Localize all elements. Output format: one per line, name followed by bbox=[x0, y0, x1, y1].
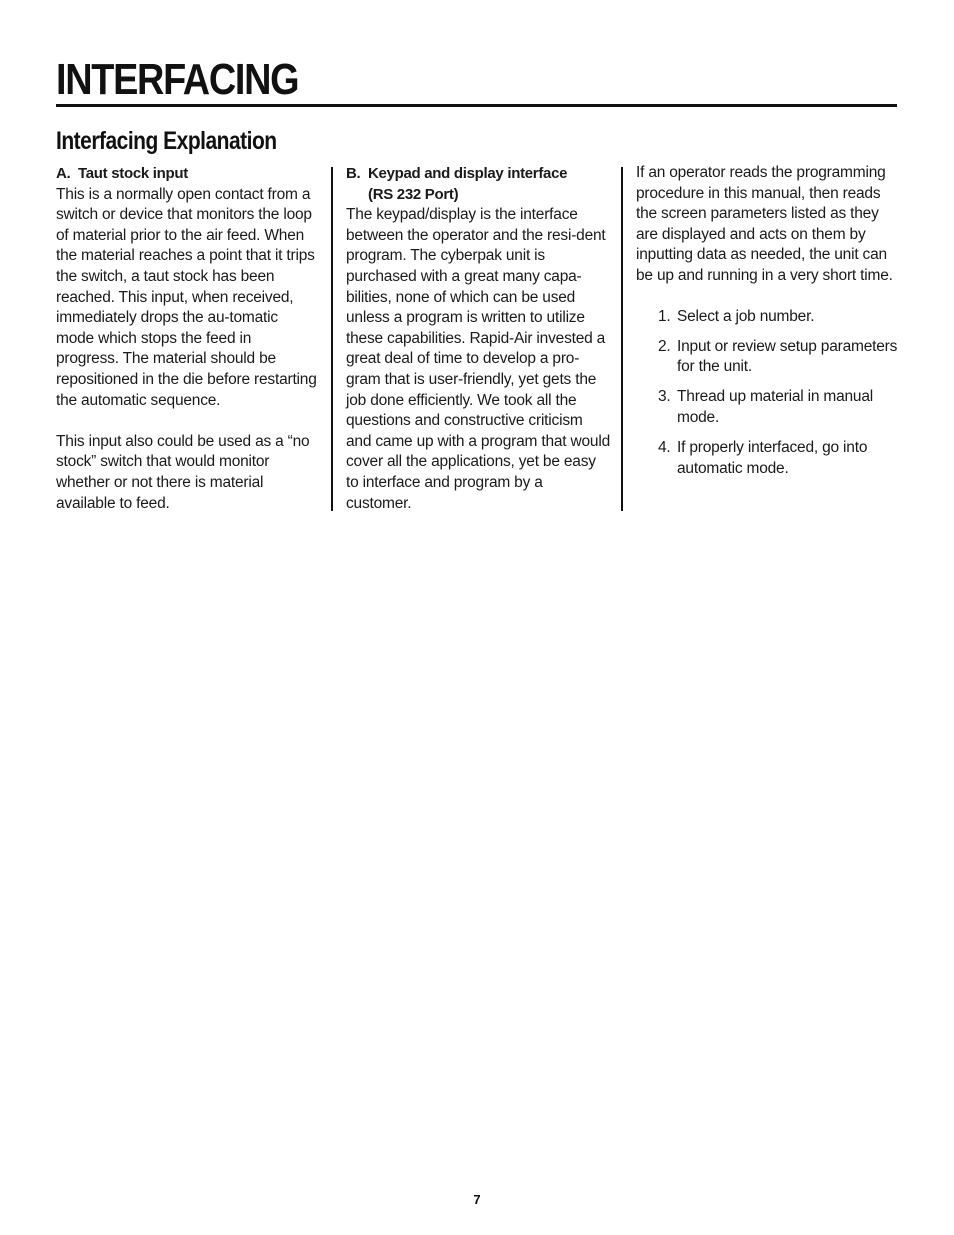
column-taut-stock-input bbox=[56, 164, 318, 514]
column-divider bbox=[331, 167, 333, 511]
column-operator-procedure bbox=[636, 163, 904, 489]
paragraph-spacer bbox=[56, 411, 318, 432]
list-item bbox=[636, 307, 904, 328]
subhead-text: Keypad and display interface bbox=[368, 165, 568, 182]
subhead-text: Taut stock input bbox=[78, 165, 188, 182]
page-title: INTERFACING bbox=[56, 55, 299, 104]
column-keypad-display-interface bbox=[346, 164, 611, 514]
step-number: 3. bbox=[658, 388, 671, 406]
title-rule bbox=[56, 104, 897, 107]
step-number: 1. bbox=[658, 307, 671, 325]
section-heading: Interfacing Explanation bbox=[56, 127, 277, 155]
column-divider bbox=[621, 167, 623, 511]
step-number: 4. bbox=[658, 439, 671, 457]
body-paragraph: This input also could be used as a “no stock” switch that would monitor whether or not there is material available to feed. bbox=[56, 432, 310, 512]
step-text: Select a job number. bbox=[677, 307, 815, 325]
body-paragraph: The keypad/display is the interface between the operator and the resi-dent program. The cyberpak unit is purchased with a great many capa-bilities, none of which can be used unless a program is written to utilize these capabilities. Rapid-Air invested a great deal of time to develop a pro-gram that is user-friendly, yet gets the job done efficiently. We took all the questions and constructive criticism and came up with a program that would cover all the applications, yet be easy to interface and program by a customer. bbox=[346, 206, 611, 512]
body-paragraph: If an operator reads the programming procedure in this manual, then reads the screen parameters listed as they are displayed and acts on them by inputting data as needed, the unit can be up and running in a very short time. bbox=[636, 164, 893, 284]
step-number: 2. bbox=[658, 337, 671, 355]
list-item bbox=[636, 387, 904, 428]
list-item bbox=[636, 337, 904, 378]
list-item bbox=[636, 438, 904, 479]
body-paragraph: This is a normally open contact from a switch or device that monitors the loop of material prior to the air feed. When the material reaches a point that it trips the switch, a taut stock has been reached. This input, when received, immediately drops the au-tomatic mode which stops the feed in progress. The material should be repositioned in the die before restarting the automatic sequence. bbox=[56, 185, 317, 409]
subhead-taut-stock-input bbox=[56, 164, 318, 185]
subhead-marker: A. bbox=[56, 165, 71, 182]
step-text: Thread up material in manual mode. bbox=[677, 388, 874, 426]
subhead-keypad-display bbox=[346, 164, 611, 205]
steps-list bbox=[636, 307, 904, 480]
step-text: Input or review setup parameters for the unit. bbox=[677, 337, 898, 376]
subhead-text-line2: (RS 232 Port) bbox=[368, 185, 459, 203]
page-number: 7 bbox=[473, 1192, 481, 1207]
step-text: If properly interfaced, go into automatic mode. bbox=[677, 439, 868, 477]
subhead-marker: B. bbox=[346, 165, 361, 182]
